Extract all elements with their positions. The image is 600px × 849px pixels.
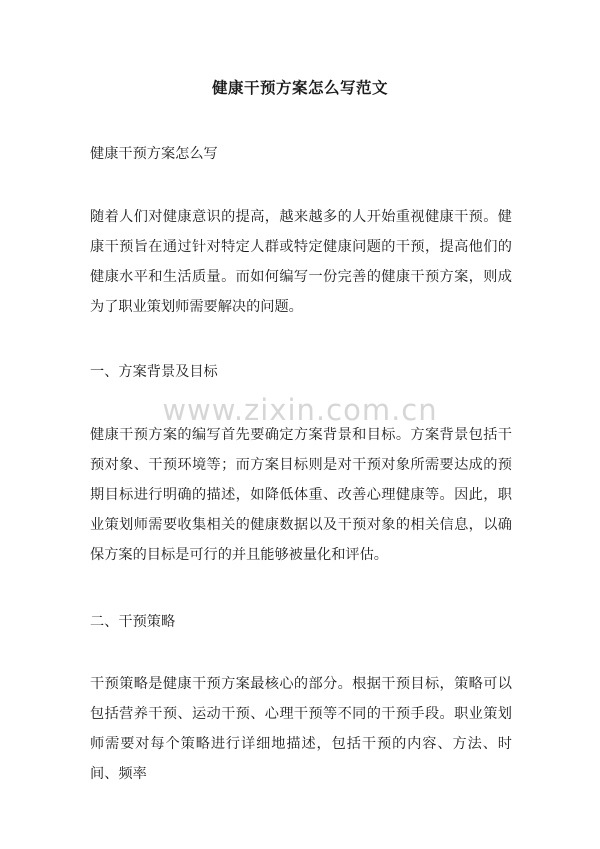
section-heading-background: 一、方案背景及目标 <box>90 364 218 380</box>
document-title: 健康干预方案怎么写范文 <box>211 78 388 97</box>
watermark: www.zixin.com.cn <box>162 393 438 427</box>
section-heading-strategy: 二、干预策略 <box>90 614 176 630</box>
section-body-strategy: 干预策略是健康干预方案最核心的部分。根据干预目标，策略可以包括营养干预、运动干预、心理干预等不同的干预手段。职业策划师需要对每个策略进行详细地描述，包括干预的内容、方法、时间、频率 <box>90 676 512 782</box>
intro-paragraph: 随着人们对健康意识的提高，越来越多的人开始重视健康干预。健康干预旨在通过针对特定人群或特定健康问题的干预，提高他们的健康水平和生活质量。而如何编写一份完善的健康干预方案，则成为了职业策划师需要解决的问题。 <box>90 209 512 315</box>
document-subtitle: 健康干预方案怎么写 <box>90 146 218 162</box>
section-body-background: 健康干预方案的编写首先要确定方案背景和目标。方案背景包括干预对象、干预环境等；而方案目标则是对干预对象所需要达成的预期目标进行明确的描述，如降低体重、改善心理健康等。因此，职业策划师需要收集相关的健康数据以及干预对象的相关信息，以确保方案的目标是可行的并且能够被量化和评估。 <box>90 427 512 563</box>
